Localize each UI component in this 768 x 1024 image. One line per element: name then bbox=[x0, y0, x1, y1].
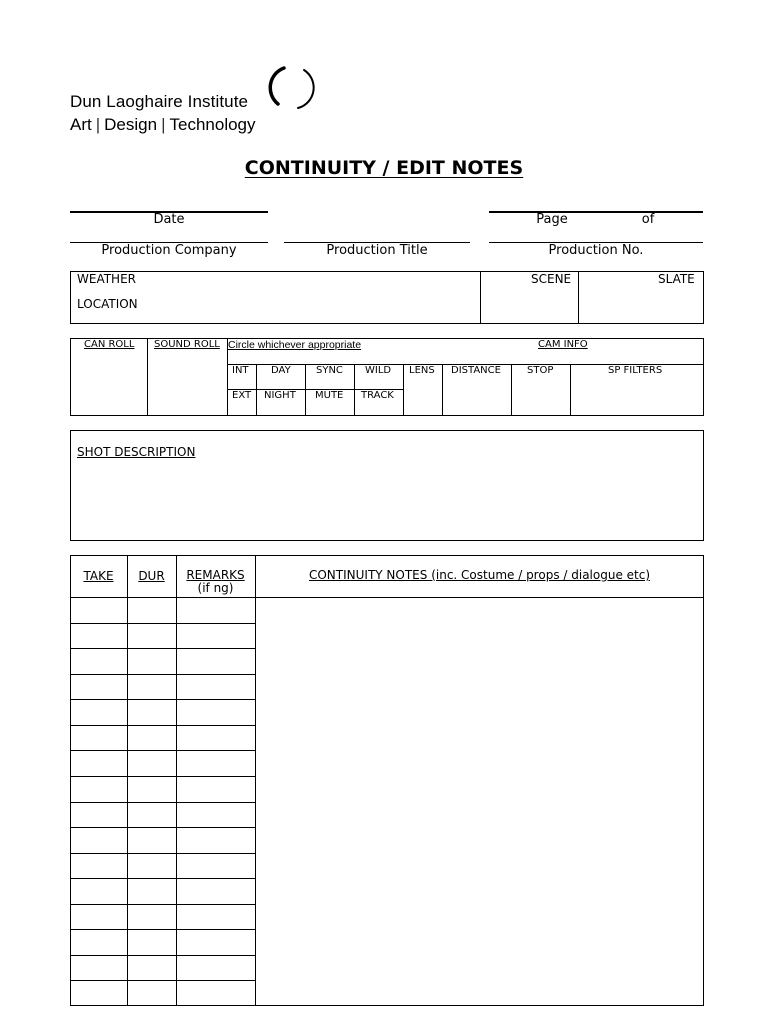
take-row-divider bbox=[70, 904, 255, 905]
take-row-divider bbox=[70, 955, 255, 956]
location-label: LOCATION bbox=[77, 297, 138, 311]
take-row-divider bbox=[70, 623, 255, 624]
take-row-divider bbox=[70, 725, 255, 726]
lens-label: LENS bbox=[409, 365, 435, 376]
take-row-divider bbox=[70, 853, 255, 854]
production-title-label: Production Title bbox=[326, 243, 428, 258]
col-divider bbox=[403, 364, 404, 416]
production-company-label: Production Company bbox=[101, 243, 237, 258]
day-option[interactable]: DAY bbox=[271, 365, 291, 376]
institute-subtitle bbox=[70, 115, 256, 135]
sound-roll-label: SOUND ROLL bbox=[154, 339, 220, 350]
take-row-divider bbox=[70, 802, 255, 803]
take-row-divider bbox=[70, 674, 255, 675]
wild-option[interactable]: WILD bbox=[365, 365, 392, 376]
scene-divider bbox=[480, 271, 481, 324]
int-option[interactable]: INT bbox=[232, 365, 249, 376]
take-row-divider bbox=[70, 750, 255, 751]
col-divider bbox=[354, 364, 355, 416]
col-divider bbox=[256, 364, 257, 416]
page-label: Page bbox=[536, 212, 568, 227]
form-title: CONTINUITY / EDIT NOTES bbox=[244, 157, 524, 179]
slate-label: SLATE bbox=[658, 272, 695, 286]
production-no-label: Production No. bbox=[548, 243, 644, 258]
scene-label: SCENE bbox=[531, 272, 572, 286]
sp-filters-label: SP FILTERS bbox=[608, 365, 663, 376]
weather-label: WEATHER bbox=[77, 272, 136, 286]
take-row-divider bbox=[70, 929, 255, 930]
take-row-divider bbox=[70, 827, 255, 828]
remarks-header: REMARKS bbox=[186, 568, 245, 582]
distance-label: DISTANCE bbox=[451, 365, 501, 376]
stop-label: STOP bbox=[527, 365, 554, 376]
can-roll-divider bbox=[147, 338, 148, 416]
logo-technology: Technology bbox=[169, 115, 256, 134]
take-row-divider bbox=[70, 699, 255, 700]
continuity-notes-header: CONTINUITY NOTES (inc. Costume / props / dialogue etc) bbox=[308, 568, 651, 582]
take-row-divider bbox=[70, 648, 255, 649]
col-divider bbox=[570, 364, 571, 416]
institute-name: Dun Laoghaire Institute bbox=[70, 92, 249, 111]
col-divider bbox=[511, 364, 512, 416]
dur-header: DUR bbox=[138, 569, 165, 583]
scene-info-box bbox=[70, 271, 704, 324]
page-of-label: of bbox=[641, 212, 655, 227]
can-roll-label: CAN ROLL bbox=[84, 339, 135, 350]
logo-separator: | bbox=[95, 115, 101, 134]
date-label: Date bbox=[153, 212, 185, 227]
shot-description-label: SHOT DESCRIPTION bbox=[77, 445, 196, 459]
remarks-col-divider bbox=[255, 555, 256, 1006]
logo-design: Design bbox=[104, 115, 158, 134]
mute-option[interactable]: MUTE bbox=[315, 390, 344, 401]
logo-art: Art bbox=[70, 115, 92, 134]
take-row-divider bbox=[70, 878, 255, 879]
takes-header-divider bbox=[70, 597, 704, 598]
ext-option[interactable]: EXT bbox=[232, 390, 252, 401]
take-row-divider bbox=[70, 980, 255, 981]
track-option[interactable]: TRACK bbox=[361, 390, 394, 401]
cam-info-label: CAM INFO bbox=[538, 339, 588, 350]
sync-option[interactable]: SYNC bbox=[316, 365, 343, 376]
logo-separator: | bbox=[161, 115, 166, 134]
col-divider bbox=[442, 364, 443, 416]
institute-logo-icon bbox=[268, 62, 320, 114]
night-option[interactable]: NIGHT bbox=[264, 390, 296, 401]
remarks-subheader: (if ng) bbox=[197, 581, 234, 595]
take-header: TAKE bbox=[83, 569, 114, 583]
slate-divider bbox=[578, 271, 579, 324]
take-row-divider bbox=[70, 776, 255, 777]
circle-note: Circle whichever appropriate bbox=[228, 339, 362, 351]
col-divider bbox=[305, 364, 306, 416]
